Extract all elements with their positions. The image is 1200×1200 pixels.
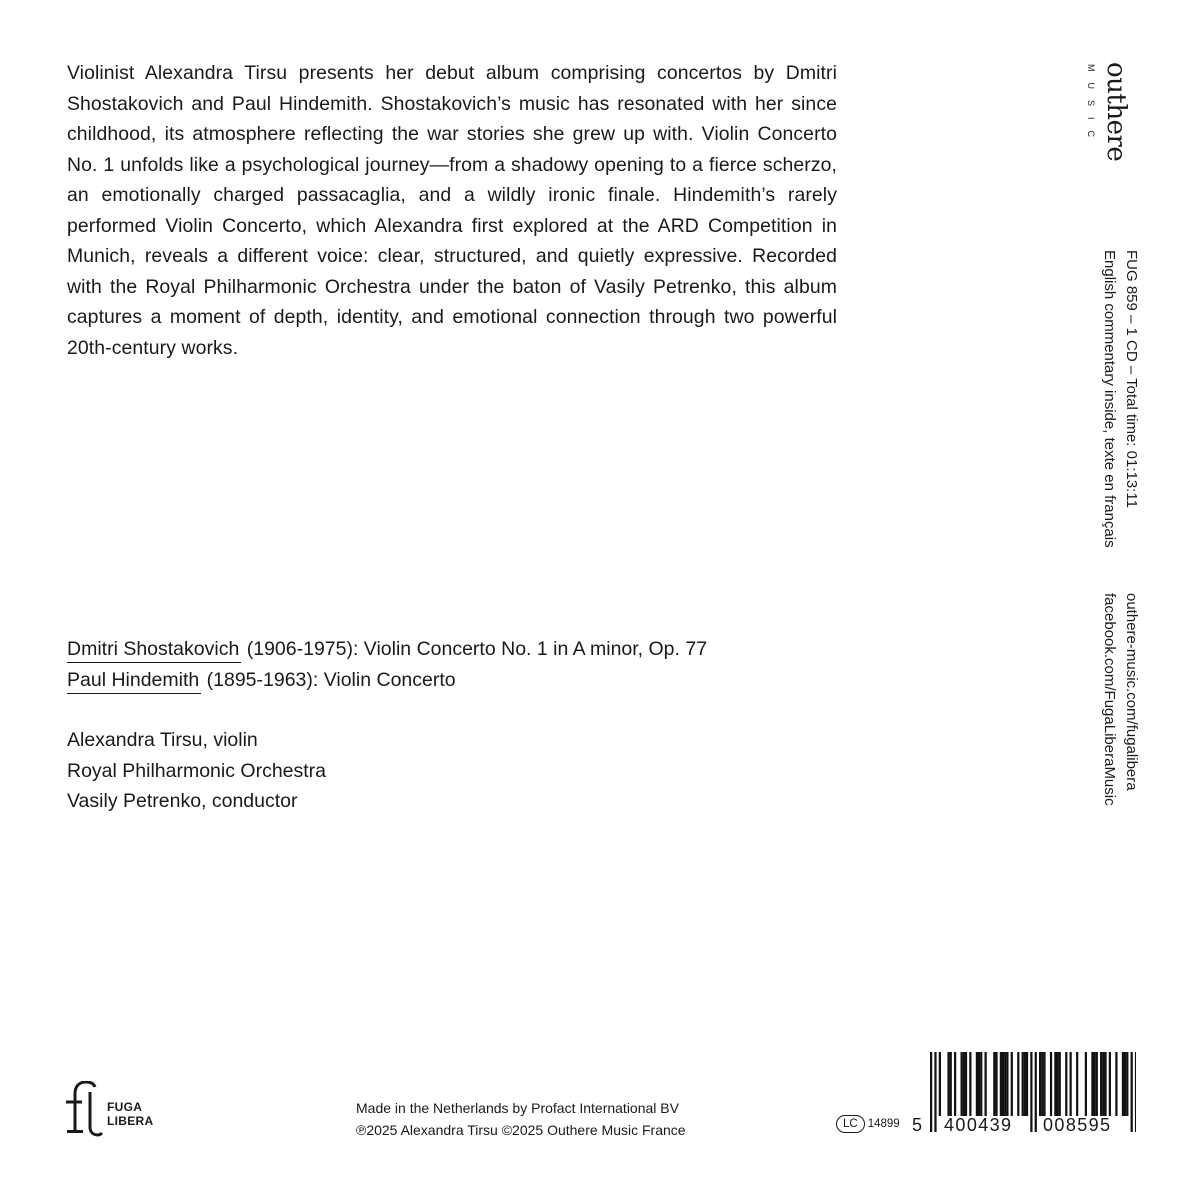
barcode-bar [1030, 1052, 1032, 1132]
barcode-bar [985, 1052, 987, 1116]
barcode-bar [961, 1052, 963, 1116]
label-code-number: 14899 [867, 1118, 900, 1130]
performer-item: Alexandra Tirsu, violin [67, 729, 258, 751]
barcode-bar [1035, 1052, 1037, 1132]
barcode-bar [1056, 1052, 1058, 1116]
barcode-bar [1026, 1052, 1028, 1116]
barcode-bar [978, 1052, 980, 1116]
work-details: (1895-1963): Violin Concerto [201, 669, 456, 691]
barcode-bar [976, 1052, 978, 1116]
barcode [910, 1052, 1136, 1142]
spine-info [1098, 250, 1142, 548]
barcode-bar [1065, 1052, 1067, 1116]
performer-item: Royal Philharmonic Orchestra [67, 759, 327, 782]
album-description: Violinist Alexandra Tirsu presents her debut album comprising concertos by Dmitri Shostakovich and Paul Hindemith. Shostakovich’s music has resonated with her since childhood, its atmosphere reflecting the war stories she grew up with. Violin Concerto No. 1 unfolds like a psychological journey—from a shadowy opening to a fierce scherzo, an emotionally charged passacaglia, and a wildly ironic finale. Hindemith’s rarely performed Violin Concerto, which Alexandra first explored at the ARD Competition in Munich, reveals a different voice: clear, structured, and quietly expressive. Recorded with the Royal Philharmonic Orchestra under the baton of Vasily Petrenko, this album captures a moment of depth, identity, and emotional connection through two powerful 20th-century works. [67, 62, 837, 359]
barcode-first-digit: 5 [912, 1115, 924, 1135]
barcode-bar [939, 1052, 941, 1116]
fuga-logo-line1: FUGA [107, 1100, 143, 1114]
barcode-bar [995, 1052, 997, 1116]
barcode-bar [1041, 1052, 1043, 1116]
facebook-link[interactable]: facebook.com/FugaLiberaMusic [1101, 593, 1118, 806]
work-item [67, 665, 707, 696]
barcode-bar [1070, 1052, 1072, 1116]
barcode-bar [1094, 1052, 1096, 1116]
barcode-bar [1091, 1052, 1093, 1116]
barcode-bar [930, 1052, 932, 1132]
outhere-logo-music: MUSIC [1086, 64, 1096, 148]
barcode-bar [1011, 1052, 1013, 1116]
barcode-bar [980, 1052, 982, 1116]
barcode-bar [1059, 1052, 1061, 1116]
fuga-libera-mark-icon [64, 1081, 104, 1141]
performers-list [67, 725, 326, 817]
barcode-bar [1096, 1052, 1098, 1116]
barcode-bar [1076, 1052, 1078, 1116]
barcode-bar [1000, 1052, 1002, 1116]
barcode-bar [1102, 1052, 1104, 1116]
barcode-bar [1131, 1052, 1133, 1132]
fuga-logo-line2: LIBERA [107, 1114, 154, 1128]
barcode-bar [1050, 1052, 1052, 1116]
barcode-bar [993, 1052, 995, 1116]
barcode-bar [1115, 1052, 1117, 1116]
spine-links [1098, 593, 1142, 806]
barcode-bar [1004, 1052, 1006, 1116]
barcode-bar [1104, 1052, 1106, 1116]
barcode-bar [1054, 1052, 1056, 1116]
catalog-line: FUG 859 – 1 CD – Total time: 01:13:11 [1123, 250, 1140, 508]
barcode-bar [1109, 1052, 1111, 1116]
barcode-bar [1024, 1052, 1026, 1116]
work-item [67, 634, 707, 665]
barcode-left-digits: 400439 [944, 1115, 1013, 1135]
composer-name: Dmitri Shostakovich [67, 636, 241, 663]
work-details: (1906-1975): Violin Concerto No. 1 in A minor, Op. 77 [241, 638, 708, 660]
copyright-line: ℗2025 Alexandra Tirsu ©2025 Outhere Music France [356, 1122, 686, 1138]
barcode-bar [934, 1052, 936, 1132]
barcode-bar [947, 1052, 949, 1116]
works-list [67, 634, 707, 696]
barcode-bar [1043, 1052, 1045, 1116]
barcode-right-digits: 008595 [1043, 1115, 1112, 1135]
barcode-bar [1039, 1052, 1041, 1116]
made-in-line: Made in the Netherlands by Profact International BV [356, 1100, 679, 1116]
barcode-bar [1124, 1052, 1126, 1116]
outhere-logo-word: outhere [1101, 62, 1131, 162]
website-link[interactable]: outhere-music.com/fugalibera [1123, 593, 1140, 791]
legal-info [356, 1097, 686, 1141]
barcode-bar [950, 1052, 952, 1116]
label-code [836, 1115, 900, 1133]
barcode-bar [969, 1052, 971, 1116]
barcode-bar [1006, 1052, 1008, 1116]
outhere-music-logo [1085, 62, 1130, 180]
barcode-bar [1002, 1052, 1004, 1116]
composer-name: Paul Hindemith [67, 667, 201, 694]
barcode-bar [954, 1052, 956, 1116]
performer-item: Vasily Petrenko, conductor [67, 790, 298, 812]
fuga-libera-logo [64, 1081, 174, 1141]
barcode-bar [1017, 1052, 1019, 1116]
barcode-bar [965, 1052, 967, 1116]
commentary-line: English commentary inside, texte en français [1101, 250, 1118, 548]
barcode-bar [1100, 1052, 1102, 1116]
barcode-bar [1085, 1052, 1087, 1116]
barcode-bar [1122, 1052, 1124, 1116]
label-code-prefix: LC [836, 1115, 865, 1133]
barcode-bar [1022, 1052, 1024, 1116]
barcode-bar [963, 1052, 965, 1116]
barcode-bar [1135, 1052, 1136, 1132]
barcode-bar [1126, 1052, 1128, 1116]
